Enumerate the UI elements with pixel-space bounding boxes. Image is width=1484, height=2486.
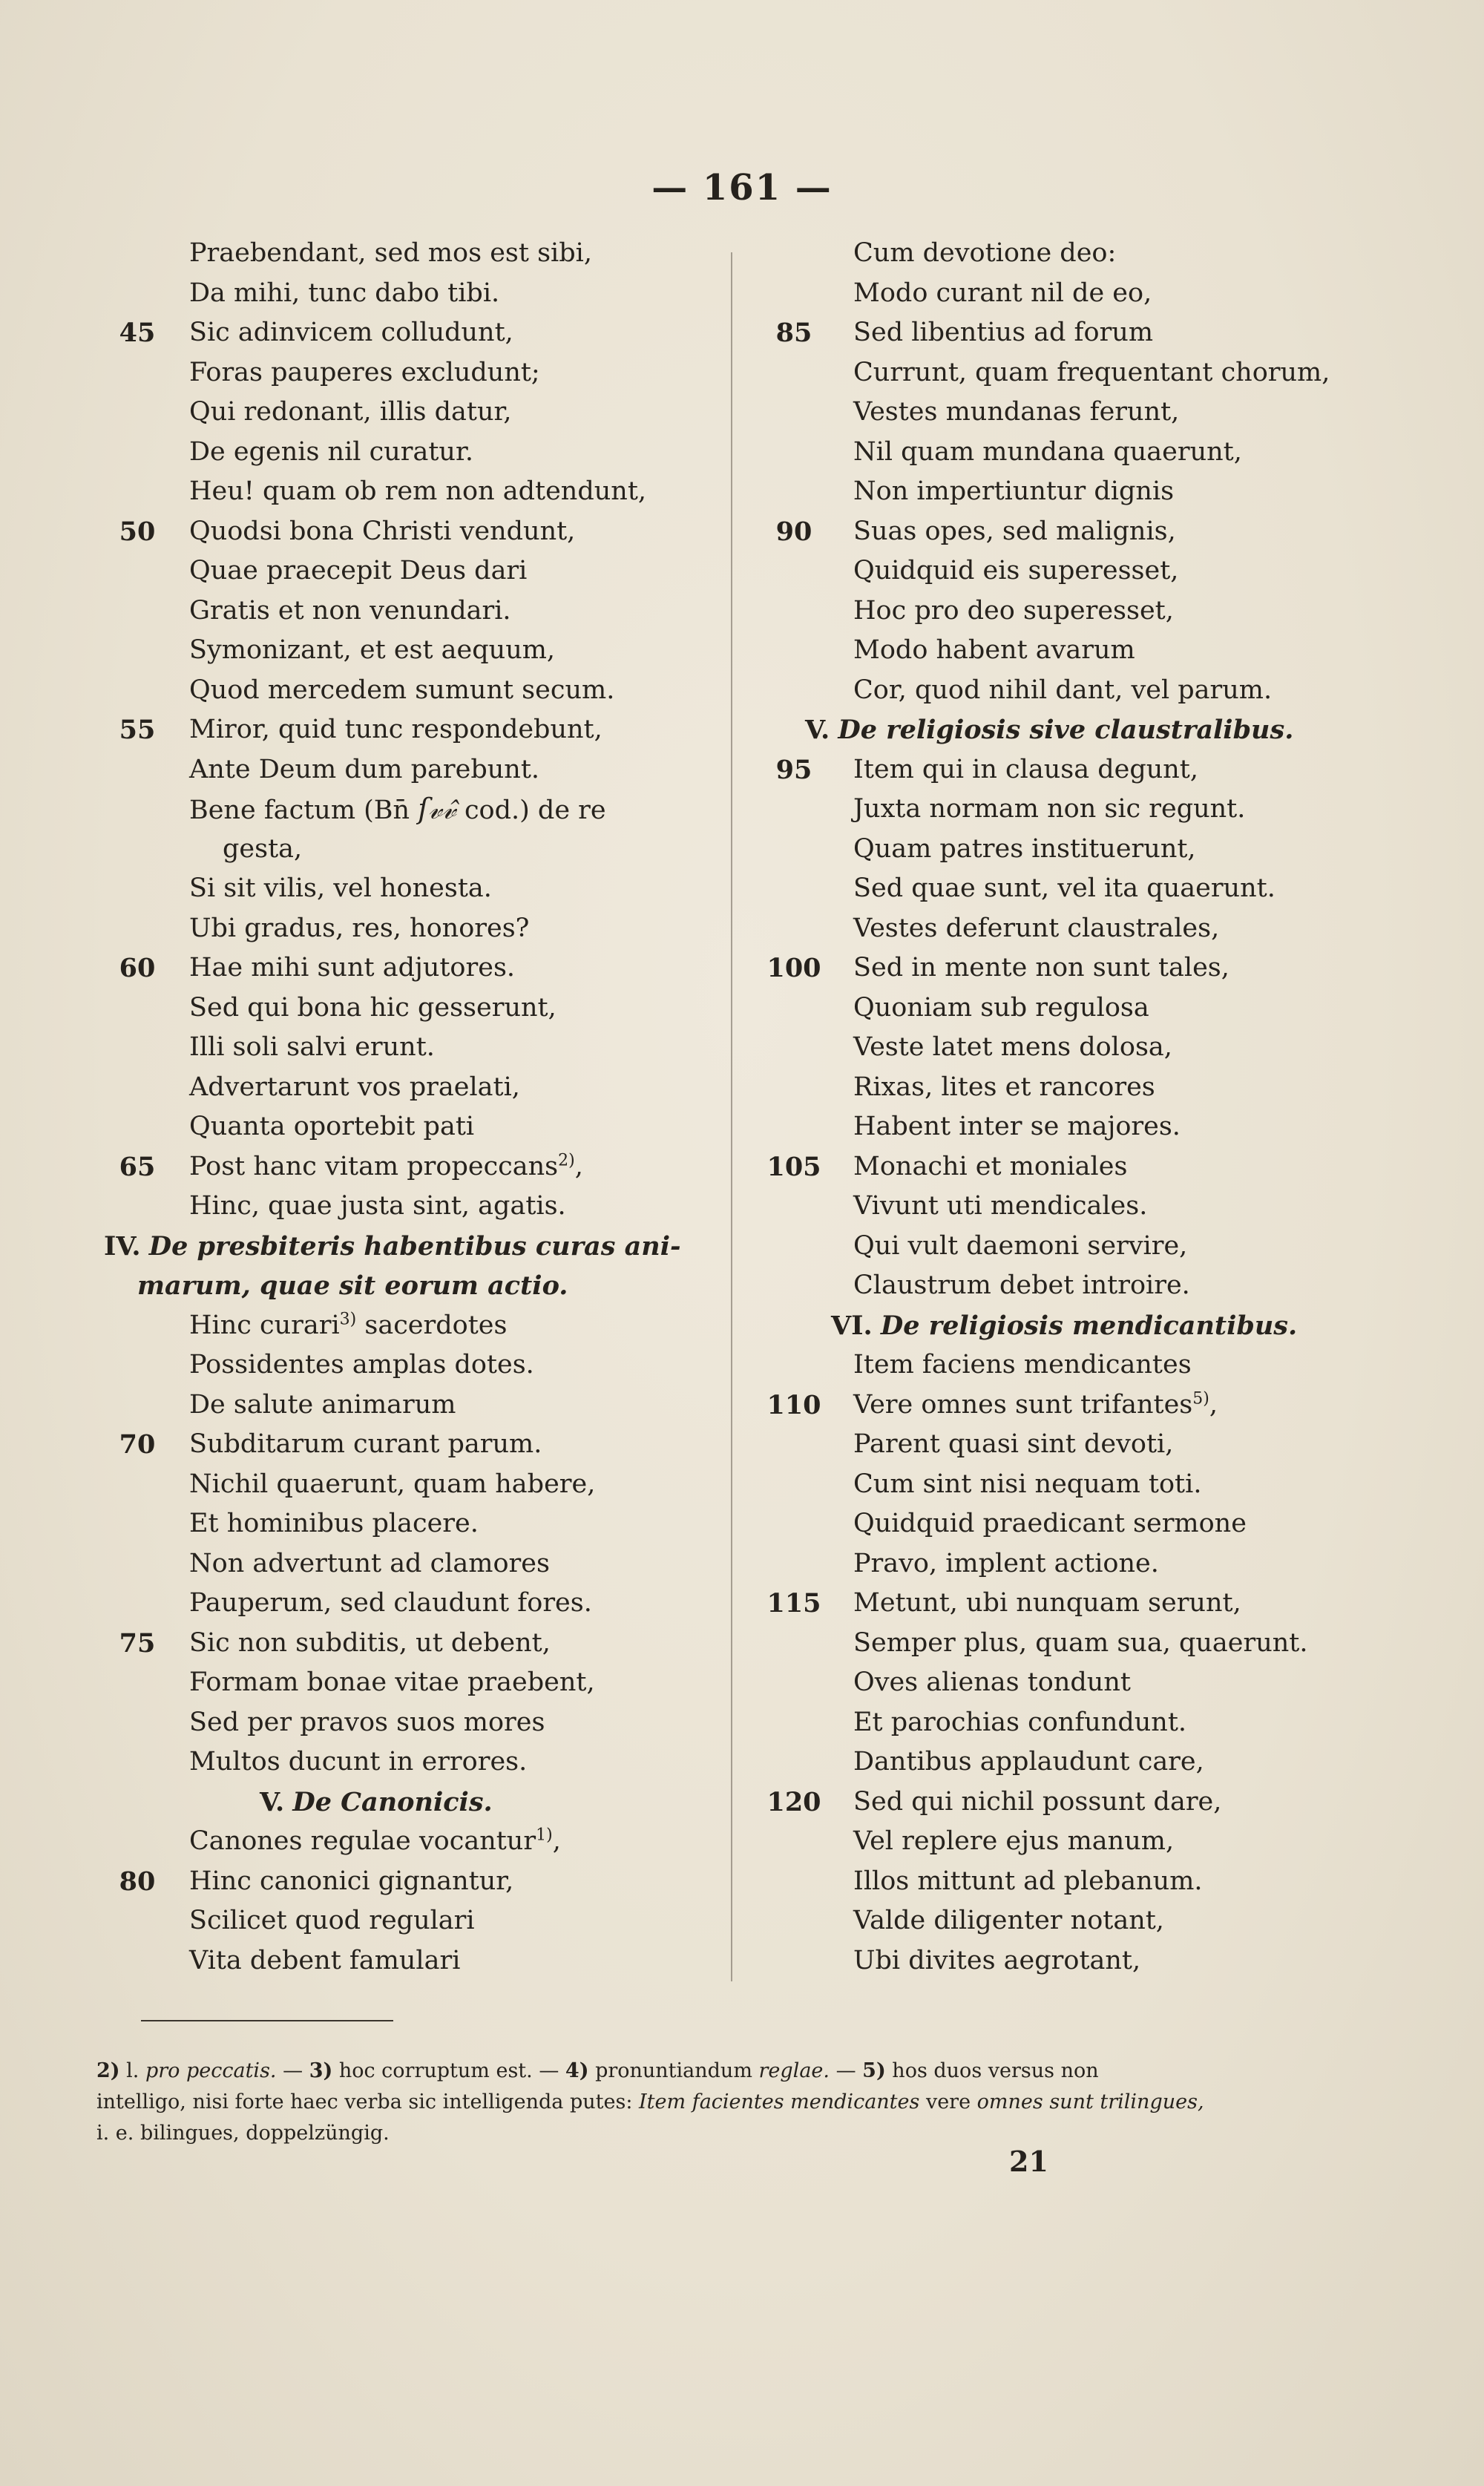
verse-line [104,591,727,632]
verse-text: Parent quasi sint devoti, [853,1429,1174,1459]
verse-line [104,1901,727,1941]
verse-text: Currunt, quam frequentant chorum, [853,357,1330,387]
verse-text: Quidquid eis superesset, [853,556,1179,586]
text-line: Canones regulae vocantur$^{1)}$, [189,1826,561,1856]
verse-line [104,1862,727,1902]
verse-text: Dantibus applaudunt care, [853,1747,1204,1777]
footnote-line-3: i. e. bilingues, doppelzüngig. [96,2122,390,2145]
verse-line [104,1544,727,1584]
verse-line [104,869,727,909]
verse-line [764,1941,1402,1981]
section-heading-v-canonicis: V. De Canonicis. [260,1786,493,1817]
verse-number: 45 [119,318,156,348]
verse-line [764,1465,1402,1505]
section-heading-iv: IV. De presbiteris habentibus curas ani- [104,1230,681,1262]
verse-text: Semper plus, quam sua, quaerunt. [853,1627,1308,1658]
verse-line [764,591,1402,632]
verse-line [104,1345,727,1385]
verse-line [104,631,727,671]
verse-text: Non advertunt ad clamores [189,1548,550,1578]
verse-text: Sed per pravos suos mores [189,1707,545,1737]
verse-text: Praebendant, sed mos est sibi, [189,238,592,268]
verse-text: Et parochias confundunt. [853,1707,1187,1737]
verse-text: Et hominibus placere. [189,1509,479,1538]
verse-line [104,1425,727,1465]
verse-line [104,1624,727,1664]
verse-text: Non impertiuntur dignis [853,476,1175,506]
verse-text: Pravo, implent actione. [853,1548,1159,1578]
verse-text: Hae mihi sunt adjutores. [189,953,516,983]
verse-text: Cum sint nisi nequam toti. [853,1469,1202,1499]
verse-line [764,1584,1402,1624]
verse-text: Advertarunt vos praelati, [189,1072,520,1102]
verse-text: Illos mittunt ad plebanum. [853,1866,1203,1896]
footnote-ref: 2) [558,1150,575,1170]
verse-number: 115 [766,1588,821,1618]
verse-text: Quoniam sub regulosa [853,992,1149,1023]
verse-line [764,234,1402,274]
verse-line [104,274,727,314]
verse-line [764,551,1402,591]
text-line: Hinc, quae justa sint, agatis. [189,1191,566,1221]
verse-text: Ante Deum dum parebunt. [189,754,540,784]
verse-line [764,472,1402,512]
verse-text: Subditarum curant parum. [189,1429,542,1459]
verse-line [104,948,727,988]
verse-text: Metunt, ubi nunquam serunt, [853,1588,1241,1618]
verse-text: Foras pauperes excludunt; [189,357,540,387]
verse-line [764,1227,1402,1267]
verse-number: 65 [119,1151,156,1182]
verse-text: Qui vult daemoni servire, [853,1230,1188,1261]
page-number: — 161 — [651,167,833,209]
verse-line [104,472,727,512]
verse-line [764,1068,1402,1108]
verse-text: Si sit vilis, vel honesta. [189,873,492,903]
verse-text: Hinc canonici gignantur, [189,1866,514,1896]
verse-text: Da mihi, tunc dabo tibi. [189,278,500,308]
verse-text: Quae praecepit Deus dari [189,556,528,586]
verse-line [764,274,1402,314]
verse-line [764,869,1402,909]
verse-number: 105 [766,1151,821,1182]
verse-line [104,234,727,274]
verse-text: Cor, quod nihil dant, vel parum. [853,675,1273,705]
verse-text: Suas opes, sed malignis, [853,516,1176,546]
manuscript-abbreviation: ſ𝓋𝓋̂ [418,793,456,825]
verse-line [104,909,727,949]
verse-line [104,1068,727,1108]
verse-text: Sed qui nichil possunt dare, [853,1786,1222,1817]
verse-text: Modo habent avarum [853,635,1135,665]
verse-line [764,1504,1402,1544]
verse-text: Vestes mundanas ferunt, [853,397,1180,427]
verse-text: Scilicet quod regulari [189,1906,475,1935]
verse-line [764,512,1402,552]
verse-text: Nichil quaerunt, quam habere, [189,1469,596,1499]
verse-line [104,671,727,711]
footnote-line-2: intelligo, nisi forte haec verba sic intelligenda putes: Item facientes mendicantes vere omnes sunt trilingues, [96,2090,1204,2113]
verse-text: Sed qui bona hic gesserunt, [189,992,556,1023]
section-heading-v-claustralibus: V. De religiosis sive claustralibus. [805,715,1294,745]
verse-text: Juxta normam non sic regunt. [853,794,1246,824]
verse-number: 100 [766,953,821,983]
verse-text: Heu! quam ob rem non adtendunt, [189,476,647,506]
right-column [764,234,1402,1981]
verse-text: Claustrum debet introire. [853,1270,1190,1300]
verse-text: Quanta oportebit pati [189,1112,475,1141]
verse-text: Formam bonae vitae praebent, [189,1667,595,1697]
verse-line [104,710,727,750]
verse-line [764,1544,1402,1584]
verse-line [764,1187,1402,1227]
verse-number: 85 [775,318,812,348]
verse-text: Monachi et moniales [853,1151,1128,1181]
verse-number: 80 [119,1866,156,1897]
verse-line [764,1703,1402,1743]
verse-text: Sic non subditis, ut debent, [189,1627,551,1658]
verse-line [764,1782,1402,1823]
verse-line [104,1028,727,1068]
verse-line [104,1941,727,1981]
section-heading-vi: VI. De religiosis mendicantibus. [831,1310,1298,1341]
verse-line [104,393,727,433]
verse-text: Item qui in clausa degunt, [853,754,1198,784]
verse-text: Sed in mente non sunt tales, [853,953,1229,983]
verse-text: De salute animarum [189,1389,456,1420]
verse-line [104,1703,727,1743]
verse-number: 60 [119,953,156,983]
verse-line [764,671,1402,711]
verse-line [764,1624,1402,1664]
verse-line [104,1385,727,1426]
verse-number: 75 [119,1627,156,1659]
verse-text: Sed quae sunt, vel ita quaerunt. [853,873,1275,903]
verse-line [764,948,1402,988]
verse-line [764,830,1402,870]
verse-text: Quam patres instituerunt, [853,833,1196,864]
footnotes [96,2056,1358,2149]
verse-text: Quidquid praedicant sermone [853,1509,1247,1538]
verse-text: Vestes deferunt claustrales, [853,913,1220,943]
verse-number: 90 [775,516,812,547]
verse-line [764,1147,1402,1187]
text-line: Item faciens mendicantes [853,1350,1192,1380]
verse-text: Ubi gradus, res, honores? [189,913,530,943]
verse-line [104,353,727,393]
verse-line [764,1822,1402,1862]
verse-text: Sed libentius ad forum [853,318,1154,347]
column-divider [731,252,732,1981]
verse-text: Illi soli salvi erunt. [189,1032,435,1062]
verse-line [764,1107,1402,1147]
verse-text: Multos ducunt in errores. [189,1747,528,1777]
footnote-ref: 1) [536,1826,553,1845]
signature-mark: 21 [1009,2145,1048,2178]
verse-number: 70 [119,1429,156,1460]
verse-text: Vita debent famulari [189,1945,461,1975]
verse-text: Quodsi bona Christi vendunt, [189,516,576,546]
verse-number: 50 [119,516,156,547]
verse-text: Possidentes amplas dotes. [189,1350,534,1380]
verse-text: Rixas, lites et rancores [853,1072,1155,1102]
text-line-continuation: gesta, [223,833,303,864]
verse-line [764,631,1402,671]
verse-line [104,433,727,473]
verse-line [764,790,1402,830]
verse-text: De egenis nil curatur. [189,436,473,467]
verse-line-110: 110 Vere omnes sunt trifantes$^{5)}$, [764,1385,1402,1426]
verse-text: Ubi divites aegrotant, [853,1945,1141,1975]
text-line: Bene factum (Bn̄ ſ𝓋𝓋̂ cod.) de re [189,793,606,825]
verse-text: Symonizant, et est aequum, [189,635,556,665]
verse-line [764,433,1402,473]
verse-line [104,1465,727,1505]
verse-line [764,313,1402,353]
verse-line [104,988,727,1029]
verse-line [764,909,1402,949]
verse-line [104,1663,727,1703]
verse-number: 55 [119,715,156,745]
footnote-ref: 5) [1192,1388,1209,1408]
verse-line [764,1425,1402,1465]
verse-number: 120 [766,1786,821,1817]
verse-number: 110 [766,1389,821,1420]
verse-line [764,1663,1402,1703]
footnote-rule [141,2020,393,2021]
footnote-ref: 3) [339,1309,357,1328]
verse-line [104,1584,727,1624]
verse-line [104,313,727,353]
verse-number: 95 [775,754,812,785]
verse-line-65: 65 Post hanc vitam propeccans$^{2)}$, [104,1147,727,1187]
verse-text: Gratis et non venundari. [189,595,511,626]
verse-text: Nil quam mundana quaerunt, [853,436,1242,467]
verse-line [764,353,1402,393]
section-heading-iv-cont: marum, quae sit eorum actio. [137,1270,568,1301]
verse-text: Habent inter se majores. [853,1112,1181,1141]
verse-text: Quod mercedem sumunt secum. [189,675,615,705]
verse-text: Qui redonant, illis datur, [189,397,512,427]
verse-text: Vivunt uti mendicales. [853,1191,1148,1221]
verse-text: Vel replere ejus manum, [853,1826,1175,1856]
left-column [104,234,727,1981]
verse-text: Hoc pro deo superesset, [853,595,1174,626]
verse-text: Valde diligenter notant, [853,1906,1164,1935]
text-line: Hinc curari$^{3)}$ sacerdotes [189,1309,508,1340]
verse-line [104,551,727,591]
verse-text: Veste latet mens dolosa, [853,1032,1172,1062]
verse-line [764,988,1402,1029]
verse-line [104,512,727,552]
verse-text: Modo curant nil de eo, [853,278,1152,308]
verse-text: Cum devotione deo: [853,238,1117,268]
verse-line [764,1862,1402,1902]
footnote-line-1: 2) l. pro peccatis. — 3) hoc corruptum est. — 4) pronuntiandum reglae. — 5) hos duos versus non [96,2059,1099,2082]
verse-line [104,1742,727,1782]
verse-text: Sic adinvicem colludunt, [189,318,513,347]
verse-line [764,1901,1402,1941]
verse-line [764,1742,1402,1782]
verse-line [104,1107,727,1147]
verse-line [764,393,1402,433]
verse-line [764,1028,1402,1068]
verse-line [764,750,1402,790]
verse-text: Oves alienas tondunt [853,1667,1131,1697]
verse-line [104,1504,727,1544]
verse-line [764,1266,1402,1306]
verse-text: Pauperum, sed claudunt fores. [189,1588,592,1618]
verse-line [104,750,727,790]
verse-text: Miror, quid tunc respondebunt, [189,715,603,744]
